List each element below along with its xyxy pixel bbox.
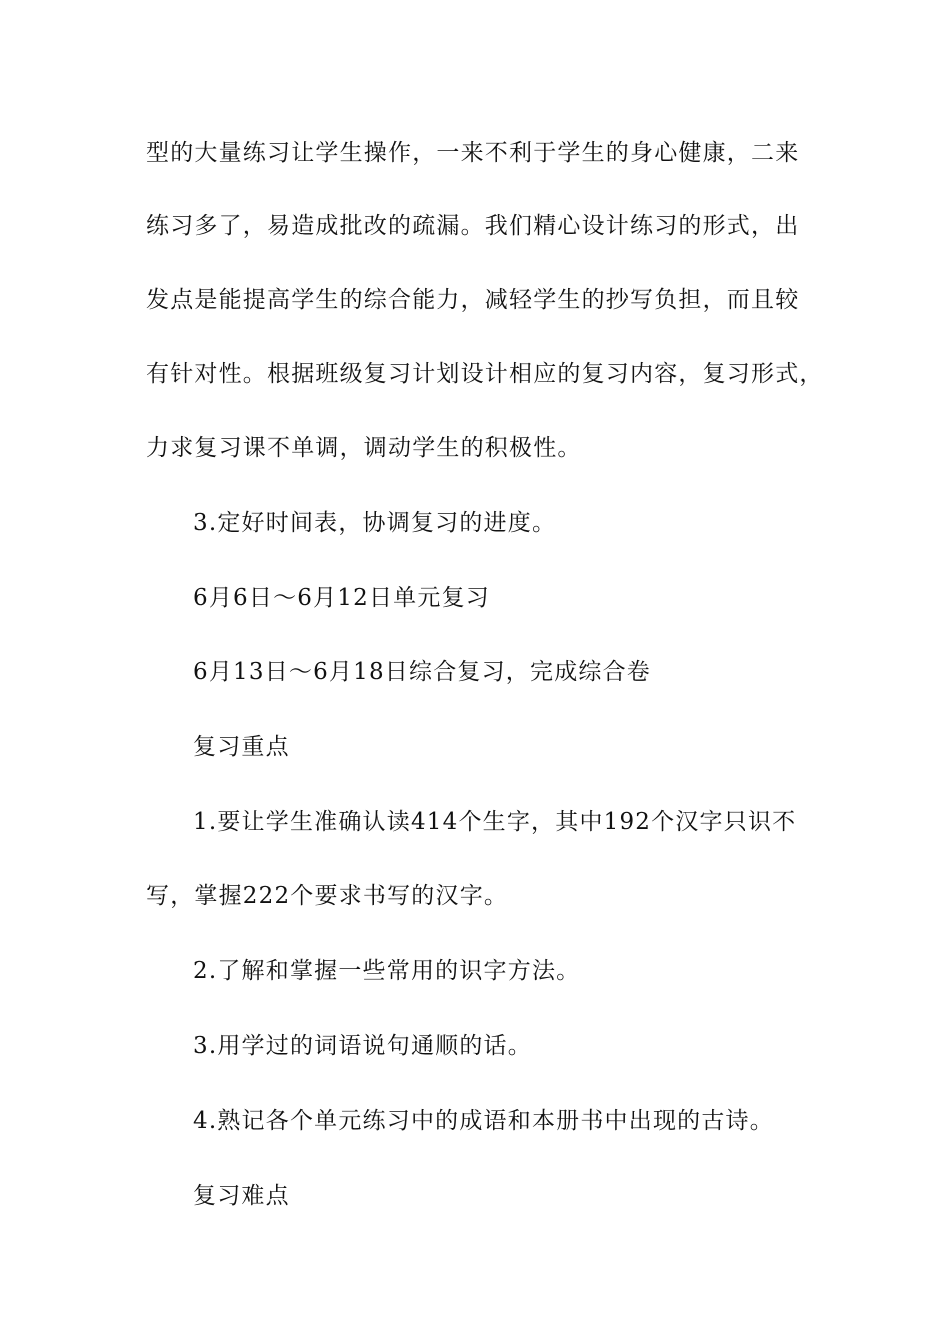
paragraph-line-4: 有针对性。根据班级复习计划设计相应的复习内容，复习形式，: [146, 361, 824, 387]
section-heading-difficulties: 复习难点: [193, 1183, 290, 1209]
list-item-1-line-1: 1.要让学生准确认读414个生字，其中192个汉字只识不: [193, 809, 797, 835]
list-item-4: 4.熟记各个单元练习中的成语和本册书中出现的古诗。: [193, 1108, 774, 1134]
list-item-3: 3.用学过的词语说句通顺的话。: [193, 1033, 532, 1059]
section-heading-key-points: 复习重点: [193, 734, 290, 760]
paragraph-line-2: 练习多了，易造成批改的疏漏。我们精心设计练习的形式，出: [146, 213, 800, 239]
list-item-schedule: 3.定好时间表，协调复习的进度。: [193, 510, 557, 536]
paragraph-line-3: 发点是能提高学生的综合能力，减轻学生的抄写负担，而且较: [146, 287, 800, 313]
list-item-1-line-2: 写，掌握222个要求书写的汉字。: [146, 883, 509, 909]
schedule-comprehensive-review: 6月13日～6月18日综合复习，完成综合卷: [193, 659, 651, 685]
paragraph-line-5: 力求复习课不单调，调动学生的积极性。: [146, 435, 582, 461]
paragraph-line-1: 型的大量练习让学生操作，一来不利于学生的身心健康，二来: [146, 140, 800, 166]
schedule-unit-review: 6月6日～6月12日单元复习: [193, 585, 490, 611]
list-item-2: 2.了解和掌握一些常用的识字方法。: [193, 958, 581, 984]
